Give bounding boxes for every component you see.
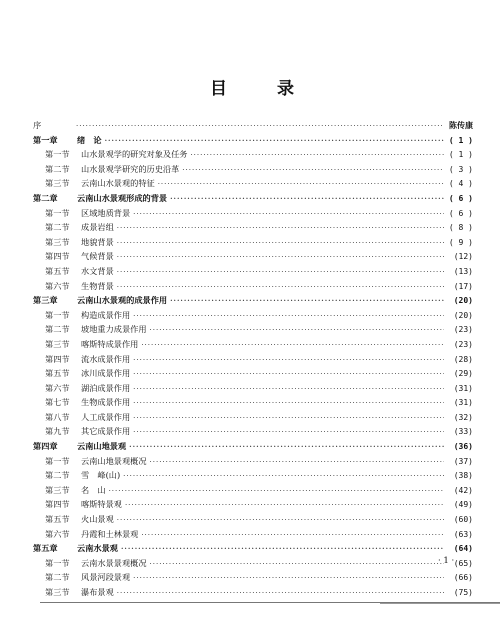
entry-page-number: (13) [453, 266, 473, 276]
entry-number: 第四节 [45, 251, 70, 262]
entry-page-number: ( 4 ) [448, 179, 473, 189]
dot-leader [190, 148, 444, 163]
toc-section-entry[interactable] [33, 454, 473, 469]
entry-label [33, 410, 130, 425]
entry-title: 喀斯特成景作用 [81, 338, 139, 349]
entry-number: 第二节 [45, 470, 70, 481]
entry-label [33, 381, 130, 396]
entry-label [33, 293, 167, 308]
toc-chapter-entry[interactable] [33, 439, 473, 454]
entry-title: 火山景观 [81, 514, 114, 525]
entry-label [33, 220, 114, 235]
entry-page-number: ( 6 ) [448, 193, 473, 203]
entry-title: 其它成景作用 [81, 426, 131, 437]
entry-number: 第三节 [45, 338, 70, 349]
entry-number: 第六节 [45, 280, 70, 291]
entry-number: 第四节 [45, 353, 70, 364]
entry-title: 瀑布景观 [81, 587, 114, 597]
entry-number: 第二节 [45, 572, 70, 583]
entry-number: 第二章 [33, 192, 58, 203]
toc-section-entry[interactable] [33, 308, 473, 323]
entry-page-number: (20) [453, 310, 473, 320]
dot-leader [133, 425, 444, 440]
entry-title: 丹霞和土林景观 [81, 528, 139, 539]
entry-number: 第五节 [45, 265, 70, 276]
toc-section-entry[interactable] [33, 395, 473, 410]
toc-section-entry[interactable] [33, 483, 473, 498]
entry-page-number: (23) [453, 339, 473, 349]
entry-number: 第一节 [45, 149, 70, 160]
entry-title: 绪 论 [77, 134, 102, 145]
toc-chapter-entry[interactable] [33, 191, 473, 206]
toc-section-entry[interactable] [33, 279, 473, 294]
entry-page-number: (38) [453, 471, 473, 481]
entry-number: 第三节 [45, 236, 70, 247]
dot-leader [158, 177, 444, 192]
entry-title: 湖泊成景作用 [81, 382, 131, 393]
entry-title: 流水成景作用 [81, 353, 131, 364]
toc-section-entry[interactable] [33, 206, 473, 221]
entry-label [33, 541, 118, 556]
dot-leader [133, 309, 444, 324]
dot-leader [150, 557, 444, 572]
entry-page-number: 陈传康 [449, 120, 473, 130]
entry-label [33, 439, 126, 454]
entry-title: 云南山水景观的特征 [81, 178, 155, 189]
entry-number: 第五节 [45, 514, 70, 525]
toc-section-entry[interactable] [33, 322, 473, 337]
entry-page-number: (33) [453, 427, 473, 437]
toc-section-entry[interactable] [33, 497, 473, 512]
dot-leader [117, 513, 444, 528]
entry-label [33, 468, 120, 483]
entry-number: 第三节 [45, 178, 70, 189]
entry-number: 序 [33, 120, 42, 130]
entry-title: 云南水景景观概况 [81, 557, 147, 568]
entry-number: 第一节 [45, 557, 70, 568]
dot-leader [150, 455, 444, 470]
toc-section-entry[interactable] [33, 585, 473, 600]
entry-title: 云南山地景观概况 [81, 455, 147, 466]
dot-leader [121, 542, 444, 557]
toc-section-entry[interactable] [33, 337, 473, 352]
entry-label [33, 366, 130, 381]
entry-label [33, 352, 130, 367]
entry-label [33, 556, 147, 571]
table-of-contents [33, 118, 473, 600]
dot-leader [141, 528, 444, 543]
toc-preface-entry[interactable] [33, 118, 473, 133]
entry-page-number: (66) [453, 573, 473, 583]
entry-label [33, 527, 138, 542]
entry-number: 第六节 [45, 528, 70, 539]
dot-leader [117, 280, 444, 295]
toc-section-entry[interactable] [33, 162, 473, 177]
entry-page-number: (23) [453, 325, 473, 335]
dot-leader [170, 192, 444, 207]
entry-label [33, 497, 122, 512]
entry-title: 冰川成景作用 [81, 368, 131, 379]
dot-leader [105, 134, 444, 149]
entry-page-number: ( 6 ) [448, 208, 473, 218]
entry-title: 构造成景作用 [81, 309, 131, 320]
toc-section-entry[interactable] [33, 410, 473, 425]
entry-number: 第一节 [45, 455, 70, 466]
entry-number: 第一章 [33, 134, 58, 145]
dot-leader [150, 323, 444, 338]
entry-number: 第二节 [45, 163, 70, 174]
entry-number: 第五章 [33, 543, 58, 554]
entry-page-number: (32) [453, 412, 473, 422]
entry-page-number: (20) [453, 296, 473, 306]
entry-title: 雪 峰(山) [81, 470, 121, 481]
entry-page-number: (49) [453, 500, 473, 510]
dot-leader [117, 250, 444, 265]
entry-title: 云南山水景观形成的背景 [77, 192, 168, 203]
entry-number: 第五节 [45, 368, 70, 379]
entry-page-number: ( 8 ) [448, 223, 473, 233]
entry-title: 区域地质背景 [81, 207, 131, 218]
entry-title: 云南山水景观的成景作用 [77, 295, 168, 306]
dot-leader [117, 265, 444, 280]
entry-number: 第四节 [45, 499, 70, 510]
entry-label [33, 337, 138, 352]
toc-section-entry[interactable] [33, 220, 473, 235]
entry-label [33, 206, 130, 221]
toc-section-entry[interactable] [33, 527, 473, 542]
entry-page-number: (63) [453, 529, 473, 539]
entry-label [33, 133, 102, 148]
entry-label [33, 249, 114, 264]
page-number: · 1 · [438, 556, 455, 566]
entry-number: 第二节 [45, 324, 70, 335]
entry-title: 成景岩组 [81, 222, 114, 233]
entry-page-number: (75) [453, 588, 473, 597]
entry-label [33, 308, 130, 323]
entry-label [33, 279, 114, 294]
toc-section-entry[interactable] [33, 424, 473, 439]
toc-section-entry[interactable] [33, 381, 473, 396]
entry-label [33, 570, 130, 585]
dot-leader [76, 119, 444, 134]
entry-title: 喀斯特景观 [81, 499, 122, 510]
entry-label [33, 118, 73, 133]
dot-leader [133, 396, 444, 411]
dot-leader [133, 353, 444, 368]
toc-section-entry[interactable] [33, 512, 473, 527]
entry-label [33, 191, 167, 206]
entry-title: 地貌背景 [81, 236, 114, 247]
entry-label [33, 176, 155, 191]
entry-page-number: (28) [453, 354, 473, 364]
dot-leader [123, 469, 444, 484]
toc-chapter-entry[interactable] [33, 293, 473, 308]
entry-page-number: (37) [453, 456, 473, 466]
entry-number: 第一节 [45, 309, 70, 320]
toc-chapter-entry[interactable] [33, 133, 473, 148]
entry-number: 第三节 [45, 484, 70, 495]
entry-label [33, 235, 114, 250]
entry-title: 生物成景作用 [81, 397, 131, 408]
toc-section-entry[interactable] [33, 235, 473, 250]
dot-leader [133, 411, 444, 426]
entry-label [33, 585, 114, 600]
entry-page-number: (65) [453, 558, 473, 568]
dot-leader [133, 207, 444, 222]
dot-leader [117, 586, 444, 601]
toc-section-entry[interactable] [33, 556, 473, 571]
entry-title: 人工成景作用 [81, 411, 131, 422]
entry-label [33, 512, 114, 527]
entry-label [33, 395, 130, 410]
entry-page-number: ( 9 ) [448, 237, 473, 247]
entry-number: 第六节 [45, 382, 70, 393]
entry-page-number: (36) [453, 442, 473, 452]
toc-section-entry[interactable] [33, 176, 473, 191]
entry-number: 第四章 [33, 441, 58, 452]
entry-page-number: (12) [453, 252, 473, 262]
dot-leader [129, 440, 444, 455]
entry-title: 气候背景 [81, 251, 114, 262]
dot-leader [125, 498, 444, 513]
toc-section-entry[interactable] [33, 264, 473, 279]
entry-page-number: (42) [453, 485, 473, 495]
entry-page-number: (17) [453, 281, 473, 291]
dot-leader [182, 163, 444, 178]
entry-page-number: (31) [453, 383, 473, 393]
entry-title: 水文背景 [81, 265, 114, 276]
entry-label [33, 454, 147, 469]
entry-number: 第二节 [45, 222, 70, 233]
entry-number: 第三节 [45, 587, 70, 597]
entry-label [33, 483, 106, 498]
entry-page-number: ( 1 ) [448, 135, 473, 145]
entry-title: 云南山地景观 [77, 441, 127, 452]
entry-label [33, 424, 130, 439]
entry-title: 山水景观学研究的历史沿革 [81, 163, 180, 174]
entry-number: 第三章 [33, 295, 58, 306]
entry-title: 生物背景 [81, 280, 114, 291]
entry-page-number: (31) [453, 398, 473, 408]
entry-title: 名 山 [81, 484, 106, 495]
entry-label [33, 162, 179, 177]
dot-leader [170, 294, 444, 309]
toc-title: 目 录 [210, 79, 316, 99]
entry-page-number: (29) [453, 369, 473, 379]
toc-section-entry[interactable] [33, 352, 473, 367]
entry-page-number: (64) [453, 544, 473, 554]
dot-leader [133, 571, 444, 586]
entry-title: 山水景观学的研究对象及任务 [81, 149, 188, 160]
toc-section-entry[interactable] [33, 468, 473, 483]
toc-section-entry[interactable] [33, 147, 473, 162]
dot-leader [133, 382, 444, 397]
entry-number: 第九节 [45, 426, 70, 437]
entry-page-number: ( 3 ) [448, 164, 473, 174]
entry-title: 云南水景观 [77, 543, 118, 554]
entry-title: 坡地重力成景作用 [81, 324, 147, 335]
toc-section-entry[interactable] [33, 570, 473, 585]
entry-page-number: (60) [453, 515, 473, 525]
dot-leader [133, 367, 444, 382]
entry-label [33, 322, 147, 337]
entry-title: 风景河段景观 [81, 572, 131, 583]
toc-section-entry[interactable] [33, 249, 473, 264]
entry-number: 第八节 [45, 411, 70, 422]
entry-label [33, 147, 187, 162]
dot-leader [117, 221, 444, 236]
toc-section-entry[interactable] [33, 366, 473, 381]
entry-number: 第七节 [45, 397, 70, 408]
entry-label [33, 264, 114, 279]
entry-page-number: ( 1 ) [448, 150, 473, 160]
toc-chapter-entry[interactable] [33, 541, 473, 556]
entry-number: 第一节 [45, 207, 70, 218]
dot-leader [109, 484, 444, 499]
bottom-rule-secondary [380, 603, 500, 604]
dot-leader [117, 236, 444, 251]
dot-leader [141, 338, 444, 353]
